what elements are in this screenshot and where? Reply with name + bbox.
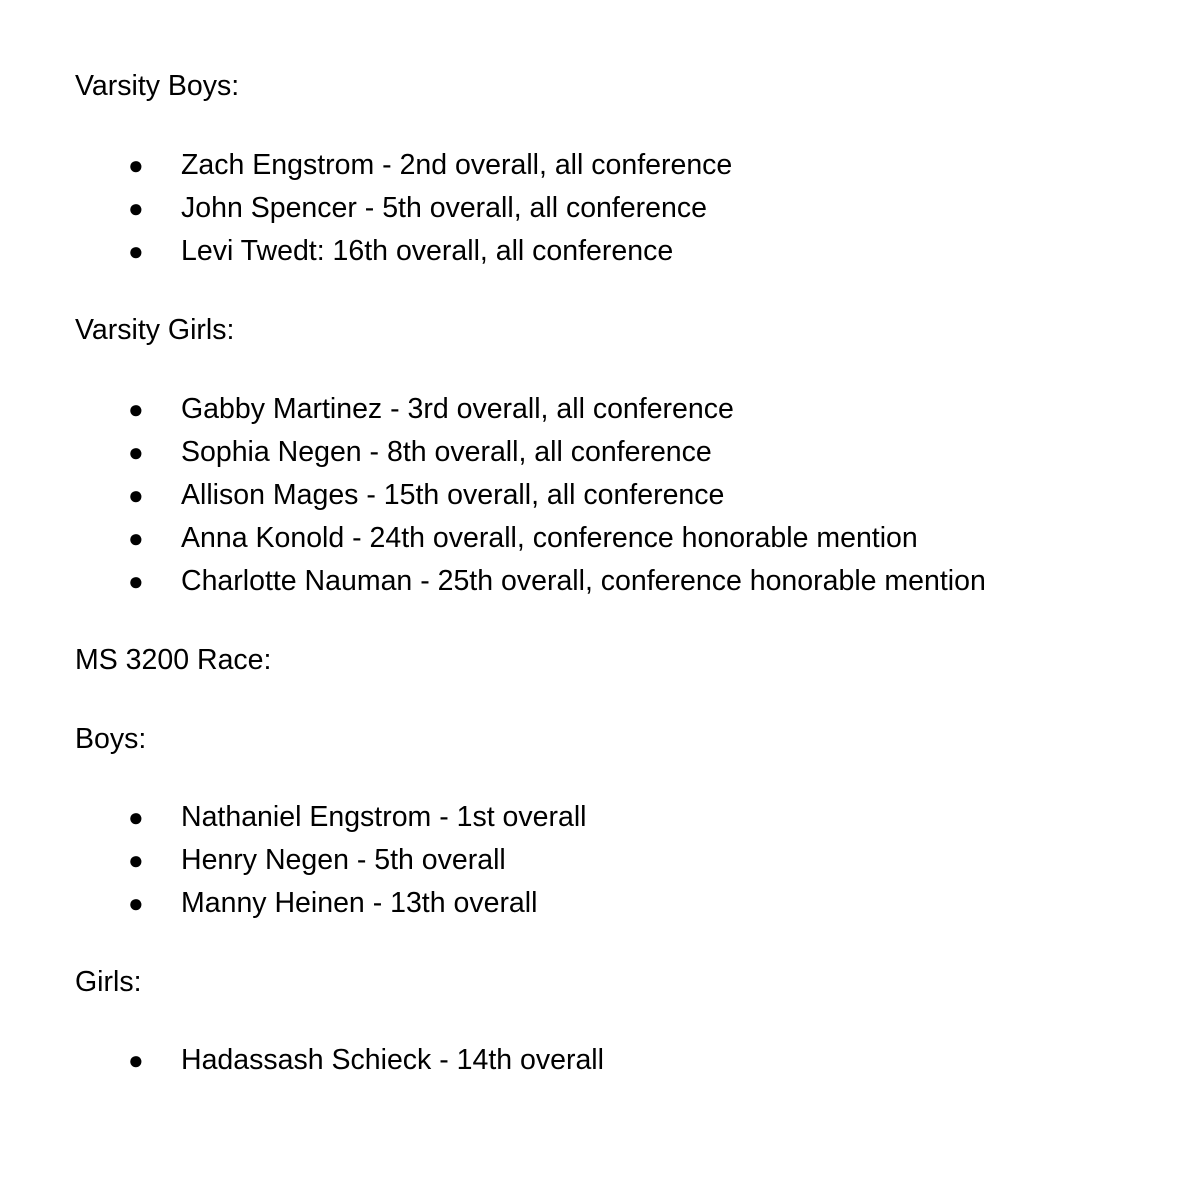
varsity-girls-heading: Varsity Girls: xyxy=(75,314,235,346)
ms-race-heading: MS 3200 Race: xyxy=(75,644,272,676)
list-item-text: Zach Engstrom - 2nd overall, all conference xyxy=(181,149,733,181)
bullet-icon: ● xyxy=(128,150,144,180)
list-item-text: Sophia Negen - 8th overall, all conference xyxy=(181,436,712,468)
bullet-icon: ● xyxy=(128,566,144,596)
bullet-icon: ● xyxy=(128,193,144,223)
bullet-icon: ● xyxy=(128,236,144,266)
document-page xyxy=(75,0,1165,1180)
list-item-text: Nathaniel Engstrom - 1st overall xyxy=(181,801,587,833)
list-item-text: Levi Twedt: 16th overall, all conference xyxy=(181,235,674,267)
list-item-text: Manny Heinen - 13th overall xyxy=(181,887,538,919)
list-item-text: Charlotte Nauman - 25th overall, conference honorable mention xyxy=(181,565,986,597)
list-item-text: Hadassash Schieck - 14th overall xyxy=(181,1044,604,1076)
varsity-boys-heading: Varsity Boys: xyxy=(75,70,240,102)
bullet-icon: ● xyxy=(128,1045,144,1075)
bullet-icon: ● xyxy=(128,802,144,832)
list-item-text: Gabby Martinez - 3rd overall, all conference xyxy=(181,393,734,425)
list-item-text: Henry Negen - 5th overall xyxy=(181,844,506,876)
list-item-text: Allison Mages - 15th overall, all conference xyxy=(181,479,725,511)
bullet-icon: ● xyxy=(128,845,144,875)
bullet-icon: ● xyxy=(128,888,144,918)
list-item-text: John Spencer - 5th overall, all conference xyxy=(181,192,707,224)
bullet-icon: ● xyxy=(128,480,144,510)
ms-boys-heading: Boys: xyxy=(75,723,147,755)
bullet-icon: ● xyxy=(128,394,144,424)
list-item-text: Anna Konold - 24th overall, conference honorable mention xyxy=(181,522,918,554)
ms-girls-heading: Girls: xyxy=(75,966,142,998)
bullet-icon: ● xyxy=(128,437,144,467)
bullet-icon: ● xyxy=(128,523,144,553)
